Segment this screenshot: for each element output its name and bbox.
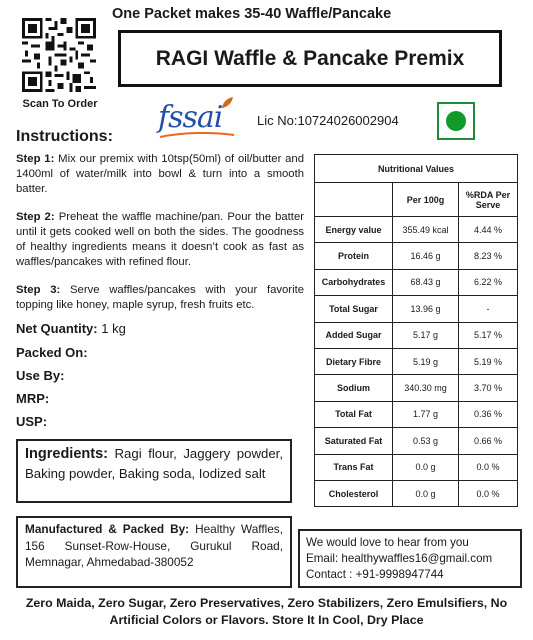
nutrition-row <box>315 217 518 243</box>
step-label: Step 2: <box>16 211 55 223</box>
nutrient-name: Total Fat <box>315 401 393 427</box>
step-text: Preheat the waffle machine/pan. Pour the batter until it gets cooked well on both the sides. The goodness of healthy ingredients means it doesn’t cook as fast as waffles/pancakes with refined flour. <box>16 211 304 268</box>
nutrient-name: Trans Fat <box>315 454 393 480</box>
nutrient-rda: 4.44 % <box>459 217 518 243</box>
nutrient-rda: 0.66 % <box>459 428 518 454</box>
veg-mark-icon <box>437 102 475 140</box>
nutrition-row <box>315 296 518 322</box>
usp-label: USP: <box>16 414 48 429</box>
step-label: Step 3: <box>16 284 61 296</box>
contact-intro: We would love to hear from you <box>306 536 469 549</box>
nutrition-table <box>314 154 518 507</box>
nutrition-header-name <box>315 183 393 217</box>
manufacturer-box <box>16 516 292 588</box>
step-text: Serve waffles/pancakes with your favorite topping like honey, maple syrup, fresh fruits etc. <box>16 284 304 311</box>
nutrient-per100g: 5.17 g <box>393 322 459 348</box>
nutrient-name: Energy value <box>315 217 393 243</box>
nutrition-caption: Nutritional Values <box>315 155 518 183</box>
nutrition-row <box>315 269 518 295</box>
swoosh-icon <box>158 132 236 138</box>
contact-email[interactable]: Email: healthywaffles16@gmail.com <box>306 552 493 565</box>
instruction-step-3 <box>16 283 304 313</box>
nutrient-rda: 3.70 % <box>459 375 518 401</box>
nutrition-header-rda: %RDA Per Serve <box>459 183 518 217</box>
ingredients-label: Ingredients: <box>25 446 108 462</box>
nutrient-per100g: 0.53 g <box>393 428 459 454</box>
product-title: RAGI Waffle & Pancake Premix <box>155 46 465 70</box>
packed-on-label: Packed On: <box>16 345 88 360</box>
ingredients-box <box>16 439 292 503</box>
nutrition-body <box>315 217 518 507</box>
nutrient-per100g: 13.96 g <box>393 296 459 322</box>
qr-caption: Scan To Order <box>22 98 98 110</box>
nutrient-name: Total Sugar <box>315 296 393 322</box>
nutrition-row <box>315 428 518 454</box>
footer-claims: Zero Maida, Zero Sugar, Zero Preservatives, Zero Stabilizers, Zero Emulsifiers, No Artificial Colors or Flavors. Store It In Cool, Dry Place <box>25 596 508 627</box>
contact-phone[interactable]: Contact : +91-9998947744 <box>306 568 444 581</box>
nutrient-name: Protein <box>315 243 393 269</box>
mrp-label: MRP: <box>16 391 50 406</box>
net-quantity-label: Net Quantity: <box>16 321 98 336</box>
instructions-heading: Instructions: <box>16 128 113 145</box>
contact-box <box>298 529 522 588</box>
use-by-label: Use By: <box>16 368 65 383</box>
nutrient-rda: 6.22 % <box>459 269 518 295</box>
nutrition-row <box>315 322 518 348</box>
instruction-step-1 <box>16 152 304 197</box>
nutrient-rda: 5.19 % <box>459 348 518 374</box>
title-box <box>118 30 502 87</box>
nutrient-name: Saturated Fat <box>315 428 393 454</box>
nutrient-rda: 8.23 % <box>459 243 518 269</box>
nutrient-rda: - <box>459 296 518 322</box>
nutrition-row <box>315 401 518 427</box>
nutrient-per100g: 0.0 g <box>393 454 459 480</box>
nutrient-per100g: 5.19 g <box>393 348 459 374</box>
nutrition-header-per100g: Per 100g <box>393 183 459 217</box>
manufacturer-label: Manufactured & Packed By: <box>25 522 190 536</box>
nutrient-rda: 5.17 % <box>459 322 518 348</box>
nutrient-per100g: 355.49 kcal <box>393 217 459 243</box>
instruction-step-2 <box>16 210 304 270</box>
nutrient-name: Carbohydrates <box>315 269 393 295</box>
nutrition-row <box>315 454 518 480</box>
nutrient-per100g: 0.0 g <box>393 480 459 506</box>
manufacturer-address: Healthy Waffles, 156 Sunset-Row-House, Gurukul Road, Memnagar, Ahmedabad-380052 <box>25 522 283 569</box>
nutrition-row <box>315 243 518 269</box>
leaf-icon <box>220 96 234 110</box>
nutrient-per100g: 1.77 g <box>393 401 459 427</box>
license-number: Lic No:10724026002904 <box>257 113 399 128</box>
nutrient-rda: 0.0 % <box>459 480 518 506</box>
ingredients-text: Ragi flour, Jaggery powder, Baking powder, Baking soda, Iodized salt <box>25 446 283 481</box>
net-quantity <box>16 321 126 336</box>
nutrient-name: Cholesterol <box>315 480 393 506</box>
nutrition-row <box>315 375 518 401</box>
nutrient-name: Dietary Fibre <box>315 348 393 374</box>
nutrient-rda: 0.0 % <box>459 454 518 480</box>
step-label: Step 1: <box>16 153 55 165</box>
nutrient-name: Added Sugar <box>315 322 393 348</box>
nutrient-per100g: 16.46 g <box>393 243 459 269</box>
nutrition-row <box>315 348 518 374</box>
fssai-logo <box>158 96 238 140</box>
fssai-logo-text: fssai <box>158 100 223 135</box>
nutrient-per100g: 340.30 mg <box>393 375 459 401</box>
net-quantity-value: 1 kg <box>101 321 126 336</box>
qr-code-icon[interactable] <box>22 18 96 92</box>
nutrient-per100g: 68.43 g <box>393 269 459 295</box>
tagline: One Packet makes 35-40 Waffle/Pancake <box>112 6 392 22</box>
step-text: Mix our premix with 10tsp(50ml) of oil/butter and 1400ml of water/milk into bowl & turn into a smooth batter. <box>16 153 304 195</box>
veg-dot-icon <box>446 111 466 131</box>
nutrition-row <box>315 480 518 506</box>
nutrient-name: Sodium <box>315 375 393 401</box>
nutrient-rda: 0.36 % <box>459 401 518 427</box>
